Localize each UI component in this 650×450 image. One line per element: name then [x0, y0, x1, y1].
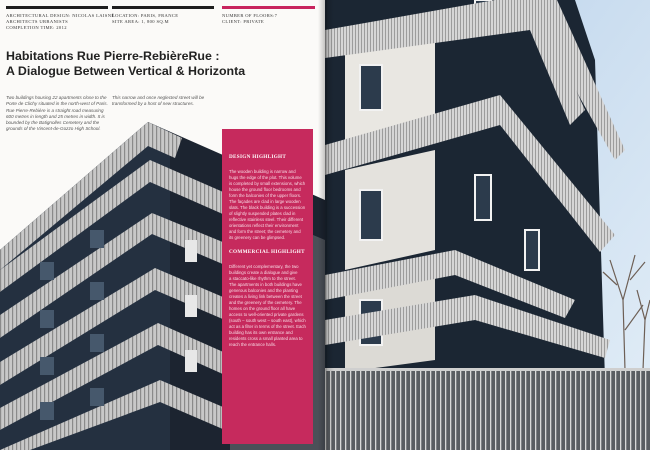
- highlight-panel: [222, 129, 313, 444]
- text-line: act as a filter in terms of the street. Each: [229, 324, 306, 329]
- text-line: Different yet complementary, the two: [229, 264, 299, 269]
- title-line-2: A Dialogue Between Vertical & Horizonta: [6, 63, 246, 78]
- text-line: access to well-oriented private gardens: [229, 312, 304, 317]
- text-line: generous balconies and the planting: [229, 288, 299, 293]
- design-highlight-heading: DESIGN HIGHLIGHT: [229, 154, 287, 160]
- text-line: of slightly suspended plates clad in: [229, 211, 296, 216]
- text-line: house the ground floor bedrooms and: [229, 187, 301, 192]
- intro-line: Two buildings housing 22 apartments close to the: [6, 95, 107, 100]
- right-page: [325, 0, 650, 450]
- text-line: reach the entrance halls.: [229, 342, 277, 347]
- intro-line: grounds of the Vincent-de-Gozzo High School.: [6, 126, 101, 132]
- text-line: building has its own entrance and: [229, 330, 293, 335]
- meta-line: COMPLETION TIME: 2012: [6, 25, 67, 31]
- text-line: and the greenery of the cemetery. The: [229, 300, 302, 305]
- meta-line: SITE AREA: 1, 800 SQ.M: [112, 19, 169, 25]
- text-line: (south – south west – south east), which: [229, 318, 306, 323]
- text-line: reflective stainless steel. Their different: [229, 217, 304, 222]
- text-line: form the balconies of the upper floors.: [229, 193, 302, 198]
- text-line: The façades are clad in large wooden: [229, 199, 301, 204]
- text-line: The wooden building is narrow and: [229, 169, 296, 174]
- commercial-highlight-text: [229, 264, 307, 348]
- text-line: buildings create a dialogue and give: [229, 270, 298, 275]
- text-line: its greenery can be glimpsed.: [229, 235, 286, 240]
- text-line: a staccato-like rhythm to the street.: [229, 276, 296, 281]
- text-line: is completed by small extensions, which: [229, 181, 306, 186]
- design-highlight-text: [229, 169, 307, 241]
- intro-line: 600 metres in length and 25 metres in width. It is: [6, 113, 105, 119]
- title-line-1: Habitations Rue Pierre-RebièreRue :: [6, 49, 220, 63]
- intro-line: transformed by a host of new structures.: [112, 101, 194, 107]
- intro-line: Rue Pierre-Rebière is a straight road measuring: [6, 107, 104, 113]
- commercial-highlight-heading: COMMERCIAL HIGHLIGHT: [229, 249, 305, 255]
- meta-line: NUMBER OF FLOORS:7: [222, 13, 278, 18]
- text-line: orientations reflect their environment: [229, 223, 299, 228]
- fence: [325, 370, 650, 450]
- text-line: creates a living link between the street: [229, 294, 302, 299]
- text-line: hugs the edge of the plot. This volume: [229, 175, 302, 180]
- text-line: The apartments in both buildings have: [229, 282, 302, 287]
- meta-line: ARCHITECTURAL DESIGN: NICOLAS LAISNÉ: [6, 13, 115, 18]
- intro-line: bounded by the Batignolles Cemetery and the: [6, 120, 100, 126]
- meta-line: ARCHITECTS URBANISTS: [6, 19, 69, 25]
- text-line: homes on the ground floor all have: [229, 306, 296, 311]
- meta-line: LOCATION: PARIS, FRANCE: [112, 13, 179, 18]
- text-line: and form the street; the cemetery and: [229, 229, 301, 234]
- meta-line: CLIENT: PRIVATE: [222, 19, 265, 25]
- text-line: residents cross a small planted area to: [229, 336, 303, 341]
- text-line: slats. The black building is a succession: [229, 205, 306, 210]
- building-photo-right: [325, 0, 650, 450]
- intro-line: This narrow and once neglected street will be: [112, 95, 205, 100]
- intro-line: Porte de Clichy situated in the north-west of Paris.: [6, 101, 108, 107]
- page-gutter: [318, 0, 334, 450]
